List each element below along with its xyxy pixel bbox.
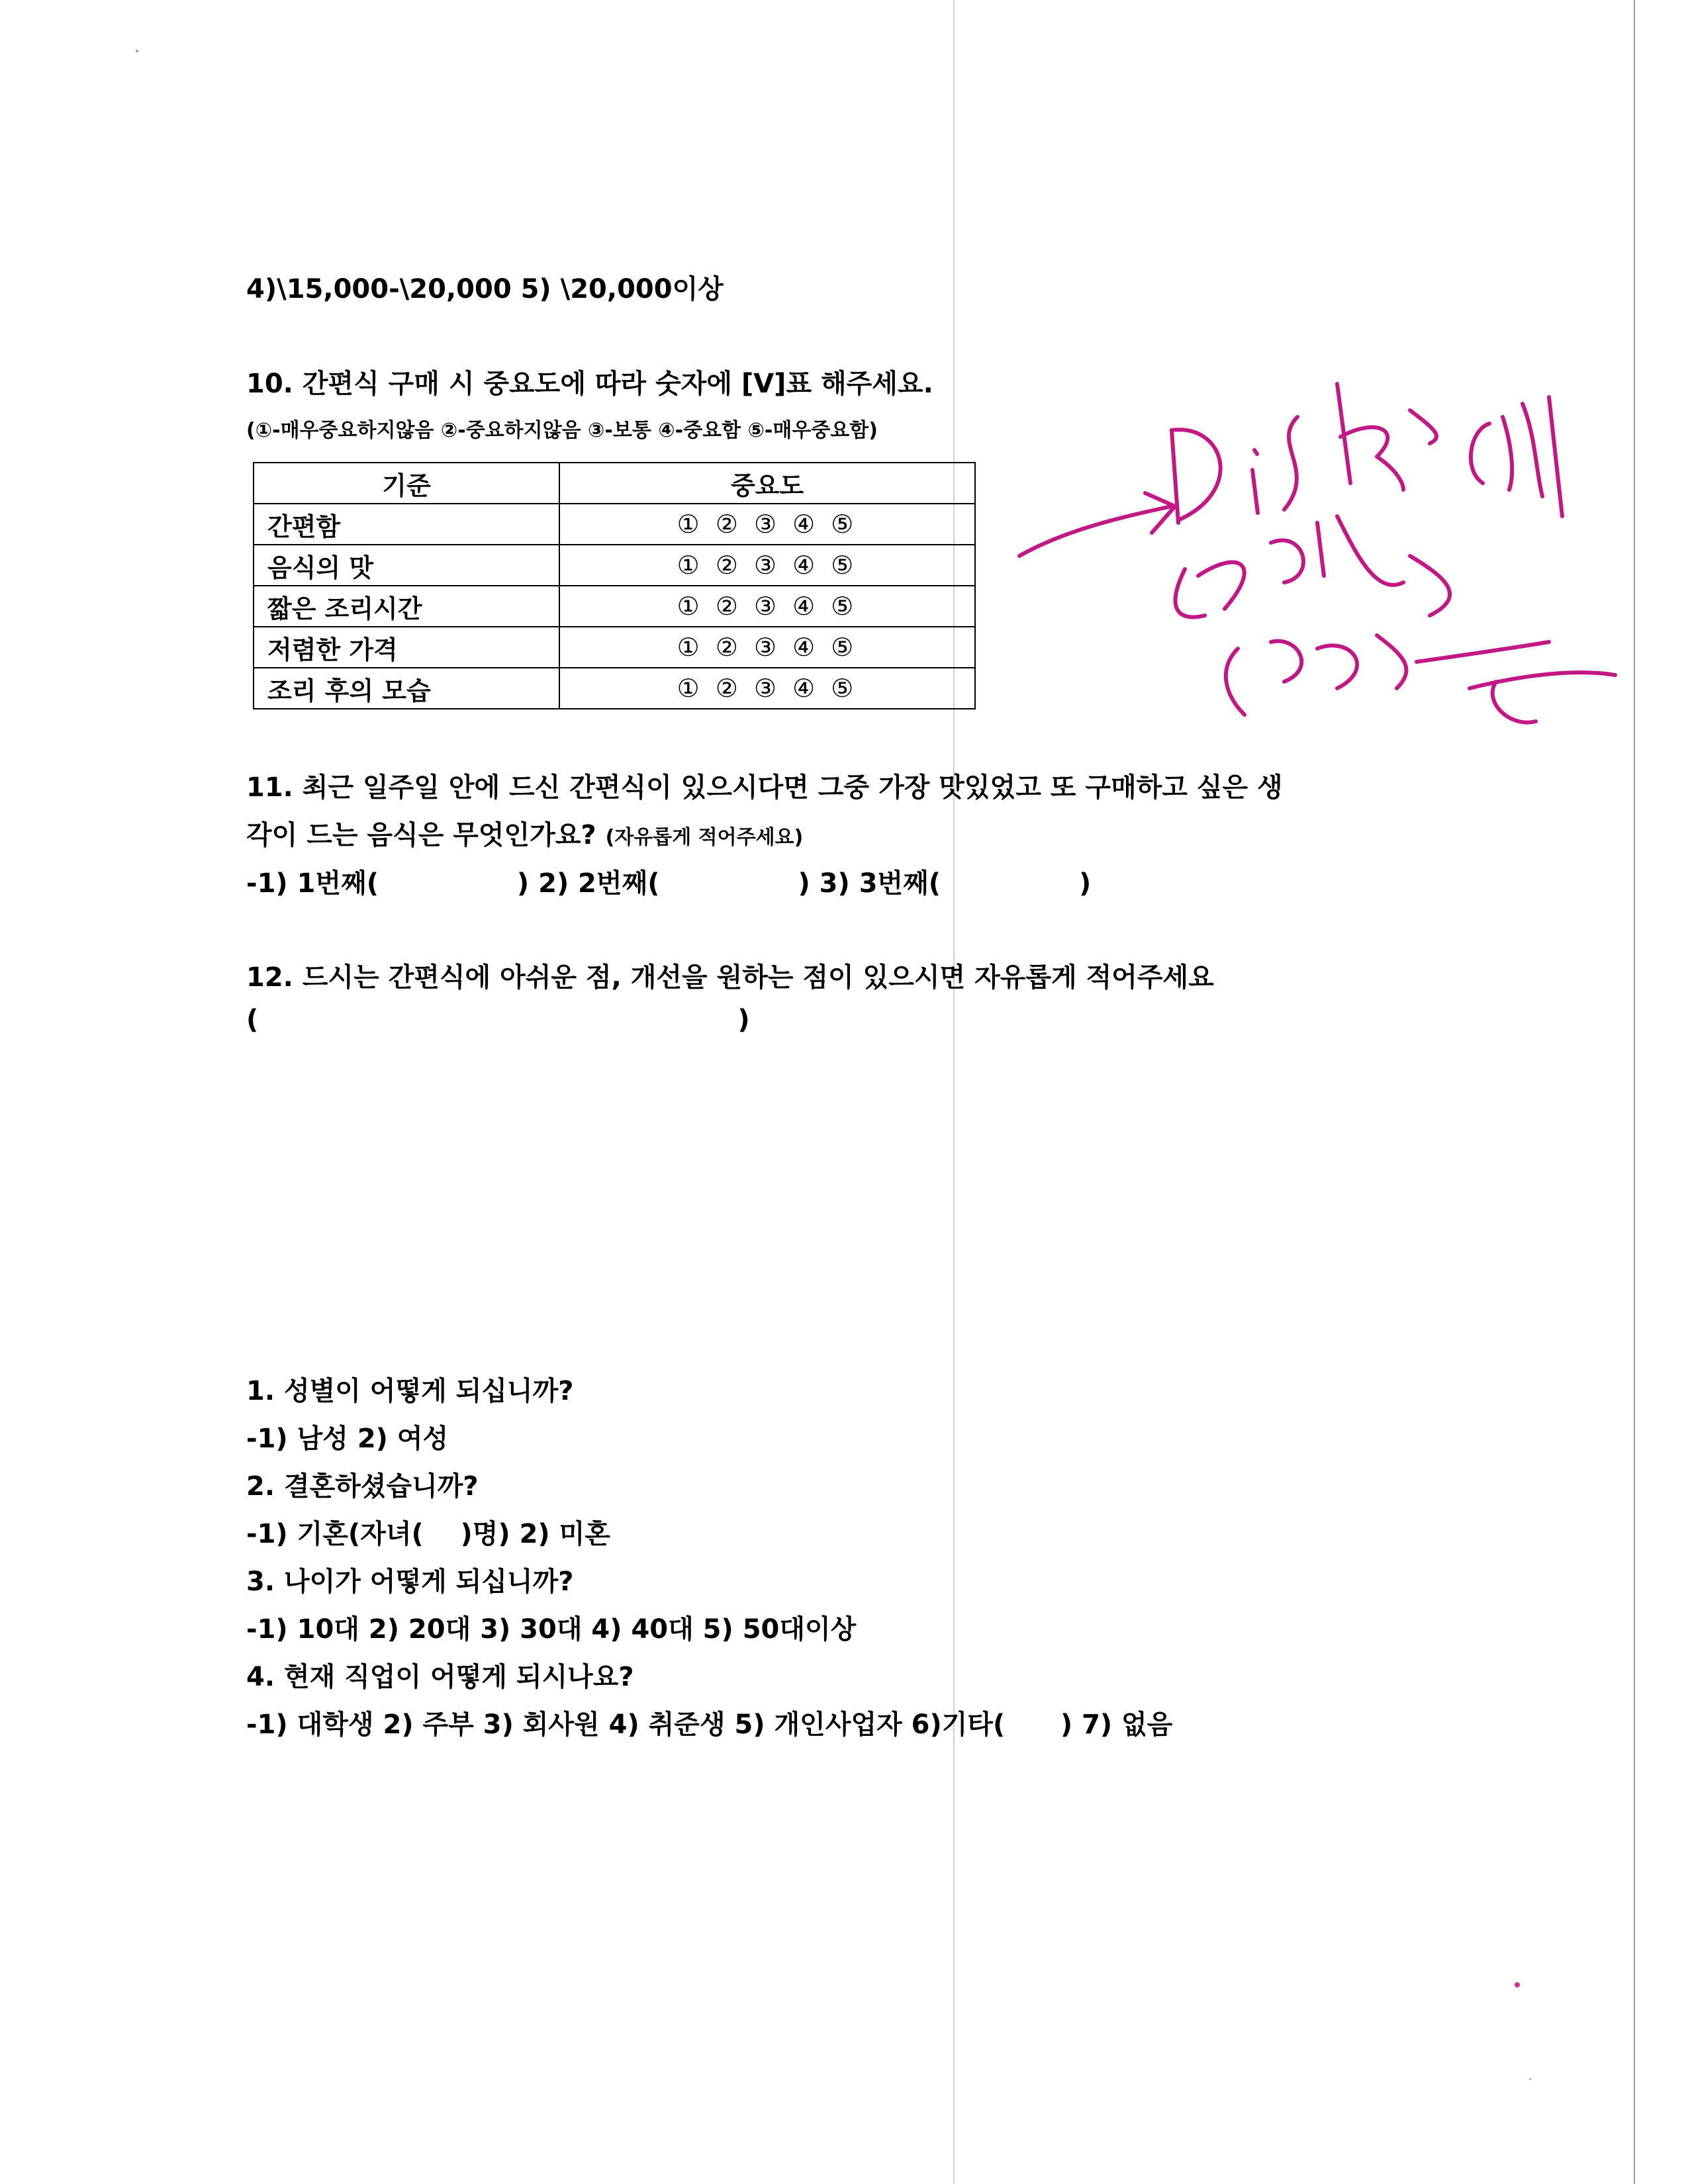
question-11-answers[interactable]: -1) 1번째( ) 2) 2번째( ) 3) 3번째( ) bbox=[246, 868, 1092, 899]
criterion-cell: 음식의 맛 bbox=[254, 545, 559, 586]
handwritten-annotation bbox=[1006, 357, 1628, 768]
demographic-line: 1. 성별이 어떻게 되십니까? bbox=[246, 1376, 574, 1406]
scan-line-right bbox=[1634, 0, 1635, 2184]
demographic-line: 3. 나이가 어떻게 되십니까? bbox=[246, 1567, 574, 1597]
header-criterion: 기준 bbox=[254, 463, 559, 504]
importance-table bbox=[253, 462, 976, 709]
question-11-note: (자유롭게 적어주세요) bbox=[605, 826, 804, 849]
rating-scale[interactable]: ① ② ③ ④ ⑤ bbox=[559, 586, 975, 627]
question-11-text: 각이 드는 음식은 무엇인가요? bbox=[246, 820, 596, 850]
question-10-legend: (①-매우중요하지않음 ②-중요하지않음 ③-보통 ④-중요함 ⑤-매우중요함) bbox=[246, 419, 878, 442]
question-11-line-1: 11. 최근 일주일 안에 드신 간편식이 있으시다면 그중 가장 맛있었고 또 구매하고 싶은 생 bbox=[246, 772, 1283, 803]
table-row bbox=[254, 545, 975, 586]
question-12-answer[interactable]: ( ) bbox=[246, 1005, 750, 1035]
criterion-cell: 조리 후의 모습 bbox=[254, 668, 559, 709]
demographic-line[interactable]: -1) 10대 2) 20대 3) 30대 4) 40대 5) 50대이상 bbox=[246, 1614, 857, 1645]
rating-scale[interactable]: ① ② ③ ④ ⑤ bbox=[559, 627, 975, 668]
scan-speck bbox=[1529, 2078, 1531, 2080]
question-11-line-2 bbox=[246, 814, 803, 852]
question-10-title: 10. 간편식 구매 시 중요도에 따라 숫자에 [V]표 해주세요. bbox=[246, 369, 933, 399]
rating-scale[interactable]: ① ② ③ ④ ⑤ bbox=[559, 504, 975, 545]
demographic-line[interactable]: -1) 기혼(자녀( )명) 2) 미혼 bbox=[246, 1519, 610, 1549]
rating-scale[interactable]: ① ② ③ ④ ⑤ bbox=[559, 668, 975, 709]
criterion-cell: 저렴한 가격 bbox=[254, 627, 559, 668]
scan-speck bbox=[136, 50, 138, 52]
table-row bbox=[254, 504, 975, 545]
price-range-line: 4)\15,000-\20,000 5) \20,000이상 bbox=[246, 274, 724, 304]
header-importance: 중요도 bbox=[559, 463, 975, 504]
table-row bbox=[254, 586, 975, 627]
table-header-row bbox=[254, 463, 975, 504]
demographic-line: 4. 현재 직업이 어떻게 되시나요? bbox=[246, 1662, 634, 1692]
criterion-cell: 짧은 조리시간 bbox=[254, 586, 559, 627]
demographic-line[interactable]: -1) 남성 2) 여성 bbox=[246, 1424, 449, 1454]
criterion-cell: 간편함 bbox=[254, 504, 559, 545]
ink-dot bbox=[1515, 1982, 1520, 1987]
demographic-line: 2. 결혼하셨습니까? bbox=[246, 1471, 479, 1502]
scan-line-center bbox=[953, 0, 955, 2184]
demographic-line[interactable]: -1) 대학생 2) 주부 3) 회사원 4) 취준생 5) 개인사업자 6)기타( ) 7) 없음 bbox=[246, 1709, 1173, 1740]
table-row bbox=[254, 668, 975, 709]
handwriting-strokes bbox=[1019, 384, 1615, 723]
rating-scale[interactable]: ① ② ③ ④ ⑤ bbox=[559, 545, 975, 586]
table-row bbox=[254, 627, 975, 668]
question-12-title: 12. 드시는 간편식에 아쉬운 점, 개선을 원하는 점이 있으시면 자유롭게 적어주세요 bbox=[246, 962, 1214, 993]
